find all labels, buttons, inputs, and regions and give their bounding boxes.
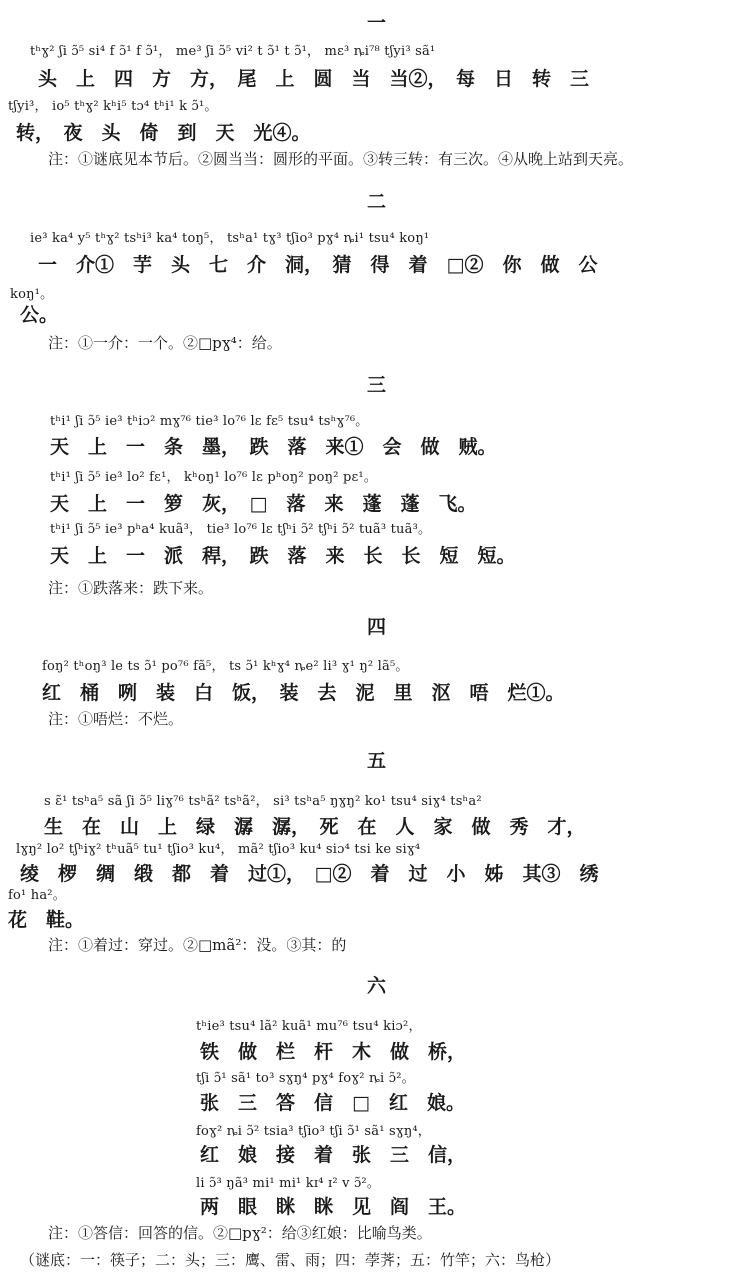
section-2-chinese-1: 一 介① 芋 头 七 介 洞， 猜 得 着 □② 你 做 公	[38, 254, 598, 276]
section-1-note: 注：①谜底见本节后。②圆当当：圆形的平面。③转三转：有三次。④从晚上站到天亮。	[48, 150, 634, 168]
section-3-chinese-1: 天 上 一 条 墨， 跌 落 来① 会 做 贼。	[50, 436, 497, 458]
section-6-phonetic-1: tʰie³ tsu⁴ lã² kuã¹ mu⁷⁶ tsu⁴ kiɔ²，	[196, 1019, 422, 1034]
section-5-phonetic-2: lɣŋ² lo² tʃʰiɣ² tʰuã⁵ tu¹ tʃio³ ku⁴， mã² tʃio³ ku⁴ siɔ⁴ tsi ke siɣ⁴	[16, 842, 421, 857]
section-5-chinese-2: 绫 椤 绸 缎 都 着 过①， □② 着 过 小 姊 其③ 绣	[20, 863, 599, 885]
section-6-chinese-4: 两 眼 眯 眯 见 阎 王。	[200, 1196, 467, 1218]
section-1-title: 一	[366, 12, 386, 34]
section-6-note: 注：①答信：回答的信。②□pɣ²：给③红娘：比喻鸟类。	[48, 1224, 432, 1242]
riddle-answers: （谜底：一：筷子；二：头；三：鹰、雷、雨；四：荸荠；五：竹竿；六：鸟枪）	[20, 1251, 561, 1269]
section-3-chinese-3: 天 上 一 派 稈， 跌 落 来 长 长 短 短。	[50, 545, 516, 567]
section-6-chinese-1: 铁 做 栏 杆 木 做 桥，	[200, 1041, 467, 1063]
section-5-chinese-3: 花 鞋。	[8, 909, 85, 931]
section-3-title: 三	[366, 374, 386, 396]
section-5-phonetic-3: fo¹ ha²。	[8, 888, 66, 903]
section-6-chinese-2: 张 三 答 信 □ 红 娘。	[200, 1092, 465, 1114]
section-3-phonetic-1: tʰi¹ ʃi ɔ̃⁵ ie³ tʰiɔ² mɣ⁷⁶ tie³ lo⁷⁶ lɛ fɛ⁵ tsu⁴ tsʰɣ⁷⁶。	[50, 414, 369, 429]
section-2-title: 二	[366, 191, 386, 213]
section-1-chinese-2: 转， 夜 头 倚 到 天 光④。	[16, 122, 311, 144]
section-4-chinese-1: 红 桶 咧 装 白 饭， 装 去 泥 里 沤 唔 烂①。	[42, 682, 565, 704]
section-4-title: 四	[366, 616, 386, 638]
section-3-note: 注：①跌落来：跌下来。	[48, 579, 214, 597]
section-6-phonetic-2: tʃi ɔ̃¹ sã¹ to³ sɣŋ⁴ pɣ⁴ foɣ² ȵi ɔ̃²。	[196, 1071, 415, 1086]
section-2-phonetic-1: ie³ ka⁴ y⁵ tʰɣ² tsʰi³ ka⁴ toŋ⁵， tsʰa¹ tɣ³ tʃio³ pɣ⁴ ȵi¹ tsu⁴ koŋ¹	[30, 231, 430, 246]
section-4-phonetic-1: foŋ² tʰoŋ³ le ts ɔ̃¹ po⁷⁶ fã⁵， ts ɔ̃¹ kʰɣ⁴ ȵe² li³ ɣ¹ ŋ² lã⁵。	[42, 659, 409, 674]
section-2-note: 注：①一介：一个。②□pɣ⁴：给。	[48, 334, 282, 352]
section-1-chinese-1: 头 上 四 方 方， 尾 上 圆 当 当②， 每 日 转 三	[38, 68, 590, 90]
section-6-phonetic-4: li ɔ̃³ ŋã³ mi¹ mi¹ kɪ⁴ ɪ² v ɔ̃²。	[196, 1176, 381, 1191]
section-3-phonetic-3: tʰi¹ ʃi ɔ̃⁵ ie³ pʰa⁴ kuã³， tie³ lo⁷⁶ lɛ tʃʰi ɔ̃² tʃʰi ɔ̃² tuã³ tuã³。	[50, 522, 432, 537]
section-3-chinese-2: 天 上 一 箩 灰， □ 落 来 蓬 蓬 飞。	[50, 493, 477, 515]
section-6-chinese-3: 红 娘 接 着 张 三 信，	[200, 1144, 467, 1166]
section-2-phonetic-2: koŋ¹。	[10, 287, 54, 302]
section-1-phonetic-2: tʃyi³， io⁵ tʰɣ² kʰi⁵ tɔ⁴ tʰi¹ k ɔ̃¹。	[8, 99, 218, 114]
section-3-phonetic-2: tʰi¹ ʃi ɔ̃⁵ ie³ lo² fɛ¹， kʰoŋ¹ lo⁷⁶ lɛ pʰoŋ² poŋ² pɛ¹。	[50, 470, 378, 485]
section-5-phonetic-1: s ɛ̃¹ tsʰa⁵ sã ʃi ɔ̃⁵ liɣ⁷⁶ tsʰã² tsʰã²， si³ tsʰa⁵ ŋɣŋ² ko¹ tsu⁴ siɣ⁴ tsʰa²	[44, 794, 482, 809]
section-6-phonetic-3: foɣ² ȵi ɔ̃² tsia³ tʃio³ tʃi ɔ̃¹ sã¹ sɣŋ⁴，	[196, 1124, 432, 1139]
section-2-chinese-2: 公。	[20, 304, 59, 326]
section-5-title: 五	[366, 750, 386, 772]
section-4-note: 注：①唔烂：不烂。	[48, 710, 184, 728]
section-6-title: 六	[366, 975, 386, 997]
section-5-note: 注：①着过：穿过。②□mã²：没。③其：的	[48, 936, 347, 954]
section-5-chinese-1: 生 在 山 上 绿 潺 潺， 死 在 人 家 做 秀 才，	[44, 816, 586, 838]
section-1-phonetic-1: tʰɣ² ʃi ɔ̃⁵ si⁴ f ɔ̃¹ f ɔ̃¹， me³ ʃi ɔ̃⁵ vi² t ɔ̃¹ t ɔ̃¹， mɛ³ ȵi⁷⁸ tʃyi³ sã¹	[30, 44, 436, 59]
